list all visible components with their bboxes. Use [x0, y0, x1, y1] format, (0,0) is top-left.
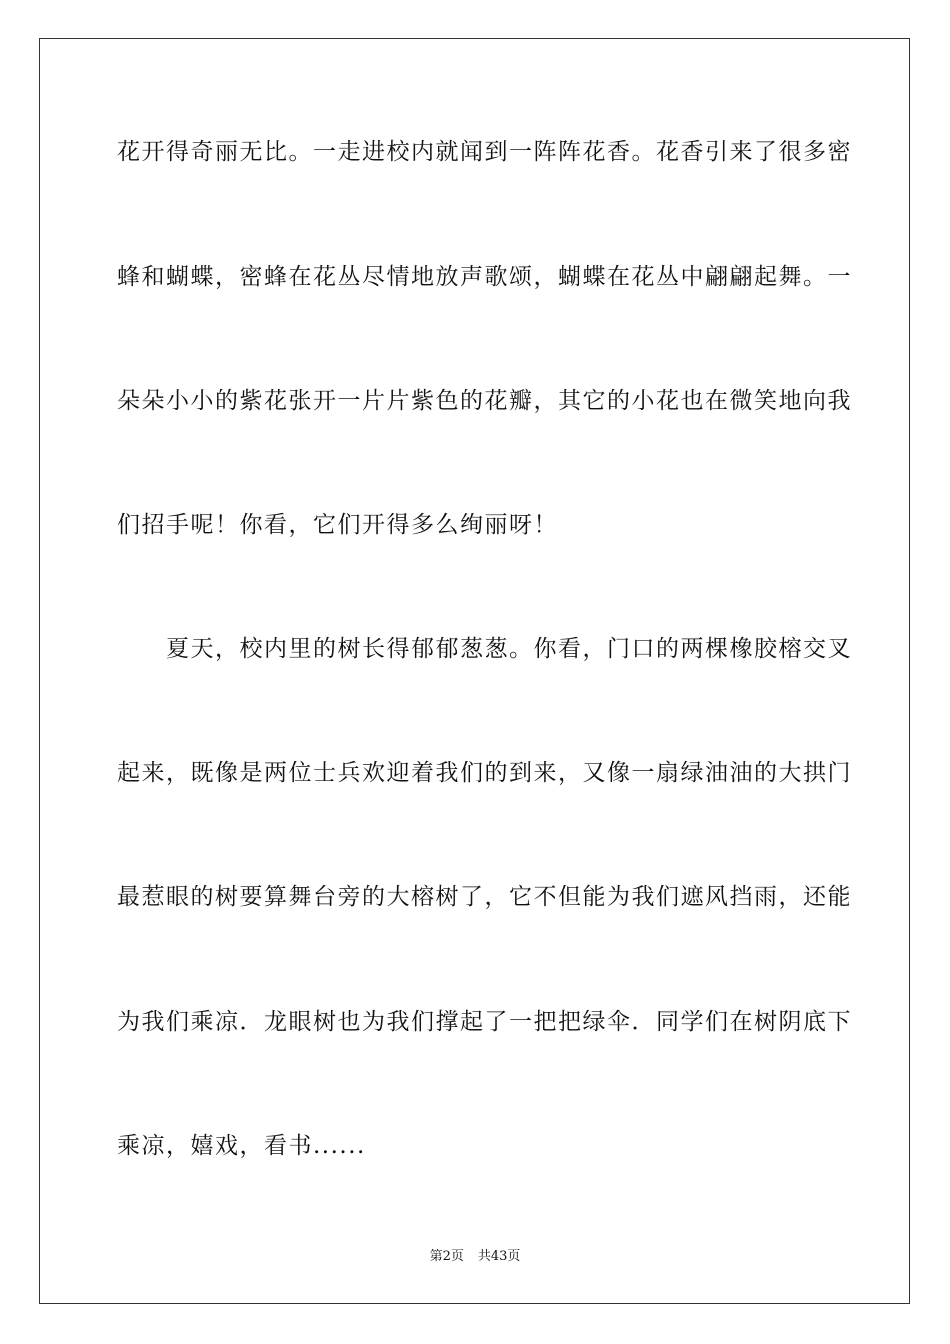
body-line-2: 蜂和蝴蝶，密蜂在花丛尽情地放声歌颂，蝴蝶在花丛中翩翩起舞。一	[117, 264, 852, 290]
body-line-1: 花开得奇丽无比。一走进校内就闻到一阵阵花香。花香引来了很多密	[117, 139, 852, 165]
body-line-9: 乘凉，嬉戏，看书......	[117, 1133, 366, 1159]
body-line-5: 夏天，校内里的树长得郁郁葱葱。你看，门口的两棵橡胶榕交叉	[117, 636, 852, 662]
body-line-4: 们招手呢！你看，它们开得多么绚丽呀！	[117, 512, 558, 538]
body-line-7: 最惹眼的树要算舞台旁的大榕树了，它不但能为我们遮风挡雨，还能	[117, 884, 852, 910]
body-line-8: 为我们乘凉．龙眼树也为我们撑起了一把把绿伞．同学们在树阴底下	[117, 1009, 852, 1035]
body-line-3: 朵朵小小的紫花张开一片片紫色的花瓣，其它的小花也在微笑地向我	[117, 388, 852, 414]
page-footer	[0, 1248, 950, 1266]
page-total: 共43页	[477, 1249, 521, 1264]
body-line-6: 起来，既像是两位士兵欢迎着我们的到来，又像一扇绿油油的大拱门	[117, 760, 852, 786]
page-border	[39, 38, 910, 1304]
page-number: 第2页	[429, 1249, 464, 1264]
